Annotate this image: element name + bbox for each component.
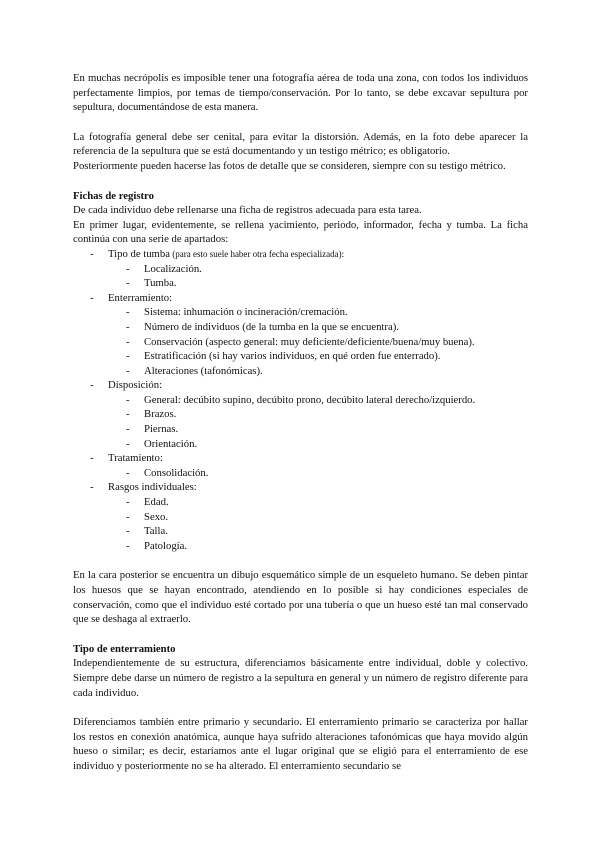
spacer	[73, 115, 528, 130]
sub-list-item	[73, 466, 528, 481]
sub-list-item	[73, 495, 528, 510]
sub-list-item-label: Estratificación (si hay varios individuos, en qué orden fue enterrado).	[144, 350, 441, 363]
list-dash: -	[126, 466, 130, 479]
list-item-label: Disposición:	[108, 379, 163, 392]
sub-list-item	[73, 276, 528, 291]
fichas-paragraph-1: De cada individuo debe rellenarse una ficha de registros adecuada para esta tarea.	[73, 204, 422, 217]
sub-list-item	[73, 320, 528, 335]
fichas-list	[73, 247, 528, 553]
sub-list-item	[73, 422, 528, 437]
list-dash: -	[90, 247, 94, 260]
fichas-paragraph-2: En primer lugar, evidentemente, se rellena yacimiento, periodo, informador, fecha y tumba. La ficha continúa con una serie de apartados:	[73, 218, 528, 246]
list-dash: -	[126, 510, 130, 523]
sub-list-item	[73, 305, 528, 320]
sub-list-item	[73, 407, 528, 422]
list-dash: -	[126, 423, 130, 436]
tipo-paragraph-2: Diferenciamos también entre primario y secundario. El enterramiento primario se caracteriza por hallar los restos en conexión anatómica, aunque haya sufrido alteraciones tafonómicas que haya movido algún hueso o similar; es decir, estaríamos ante el lugar original que se eligió para el enterramiento de ese individuo y posteriormente no se ha alterado. El enterramiento secundario se	[73, 716, 528, 772]
list-item	[73, 480, 528, 495]
sub-list-item-label: Localización.	[144, 262, 202, 275]
list-dash: -	[126, 350, 130, 363]
list-dash: -	[126, 393, 130, 406]
intro-paragraph-2: La fotografía general debe ser cenital, para evitar la distorsión. Además, en la foto debe aparecer la referencia de la sepultura que se está documentando y un testigo métrico; es obligatorio.	[73, 130, 528, 158]
sub-list-item-label: Edad.	[144, 496, 169, 509]
sub-list-item-label: Piernas.	[144, 423, 179, 436]
list-item-label: Enterramiento:	[108, 291, 173, 304]
spacer	[73, 627, 528, 642]
spacer	[73, 553, 528, 568]
list-dash: -	[126, 539, 130, 552]
sub-list-item-label: Orientación.	[144, 437, 198, 450]
sub-list-item-label: Patología.	[144, 539, 188, 552]
sub-list-item	[73, 262, 528, 277]
list-dash: -	[90, 379, 94, 392]
sub-list-item-label: Número de individuos (de la tumba en la que se encuentra).	[144, 320, 399, 333]
list-dash: -	[126, 277, 130, 290]
sub-list-item-label: Brazos.	[144, 408, 177, 421]
sub-list-item	[73, 393, 528, 408]
list-item-label: Tipo de tumba	[108, 247, 170, 260]
sub-list-item-label: General: decúbito supino, decúbito prono, decúbito lateral derecho/izquierdo.	[144, 393, 476, 406]
list-item-label: Tratamiento:	[108, 452, 163, 465]
sub-list-item	[73, 437, 528, 452]
intro-paragraph-1: En muchas necrópolis es imposible tener una fotografía aérea de toda una zona, con todos los individuos perfectamente limpios, por temas de tiempo/conservación. Por lo tanto, se debe excavar sepultura por sepultura, documentándose de esta manera.	[73, 72, 528, 114]
fichas-paragraph-3: En la cara posterior se encuentra un dibujo esquemático simple de un esqueleto humano. Se deben pintar los huesos que se hayan encontrado, atendiendo en lo posible si hay condiciones especiales de conservación, como que el individuo esté cortado por una tubería o que un hueso esté tan mal conservado que se deshaga al extraerlo.	[73, 569, 528, 626]
sub-list-item-label: Conservación (aspecto general: muy deficiente/deficiente/buena/muy buena).	[144, 335, 475, 348]
sub-list-item-label: Sistema: inhumación o incineración/cremación.	[144, 306, 348, 319]
list-dash: -	[126, 306, 130, 319]
list-dash: -	[126, 525, 130, 538]
intro-paragraph-3: Posteriormente pueden hacerse las fotos de detalle que se consideren, siempre con su testigo métrico.	[73, 159, 506, 172]
list-item-label: Rasgos individuales:	[108, 481, 197, 494]
sub-list-item-label: Consolidación.	[144, 466, 209, 479]
spacer	[73, 700, 528, 715]
list-dash: -	[126, 437, 130, 450]
list-dash: -	[126, 496, 130, 509]
list-dash: -	[126, 364, 130, 377]
sub-list-item	[73, 364, 528, 379]
tipo-paragraph-1: Independientemente de su estructura, diferenciamos básicamente entre individual, doble y colectivo. Siempre debe darse un número de registro a la sepultura en general y un número de registro diferente para cada individuo.	[73, 657, 528, 699]
list-item	[73, 378, 528, 393]
list-dash: -	[90, 291, 94, 304]
sub-list-item-label: Sexo.	[144, 510, 169, 523]
list-item	[73, 291, 528, 306]
section-heading-tipo: Tipo de enterramiento	[73, 642, 176, 655]
list-dash: -	[126, 408, 130, 421]
sub-list-item	[73, 349, 528, 364]
list-dash: -	[90, 452, 94, 465]
list-item	[73, 247, 528, 262]
list-dash: -	[126, 335, 130, 348]
list-dash: -	[126, 262, 130, 275]
section-heading-fichas: Fichas de registro	[73, 189, 154, 202]
sub-list-item	[73, 539, 528, 554]
list-dash: -	[126, 320, 130, 333]
sub-list-item	[73, 524, 528, 539]
sub-list-item-label: Talla.	[144, 525, 168, 538]
sub-list-item-label: Tumba.	[144, 277, 177, 290]
spacer	[73, 174, 528, 189]
list-item	[73, 451, 528, 466]
document-body	[73, 71, 528, 774]
sub-list-item	[73, 510, 528, 525]
sub-list-item	[73, 335, 528, 350]
list-dash: -	[90, 481, 94, 494]
sub-list-item-label: Alteraciones (tafonómicas).	[144, 364, 263, 377]
list-item-note: (para esto suele haber otra fecha especializada):	[169, 248, 345, 259]
